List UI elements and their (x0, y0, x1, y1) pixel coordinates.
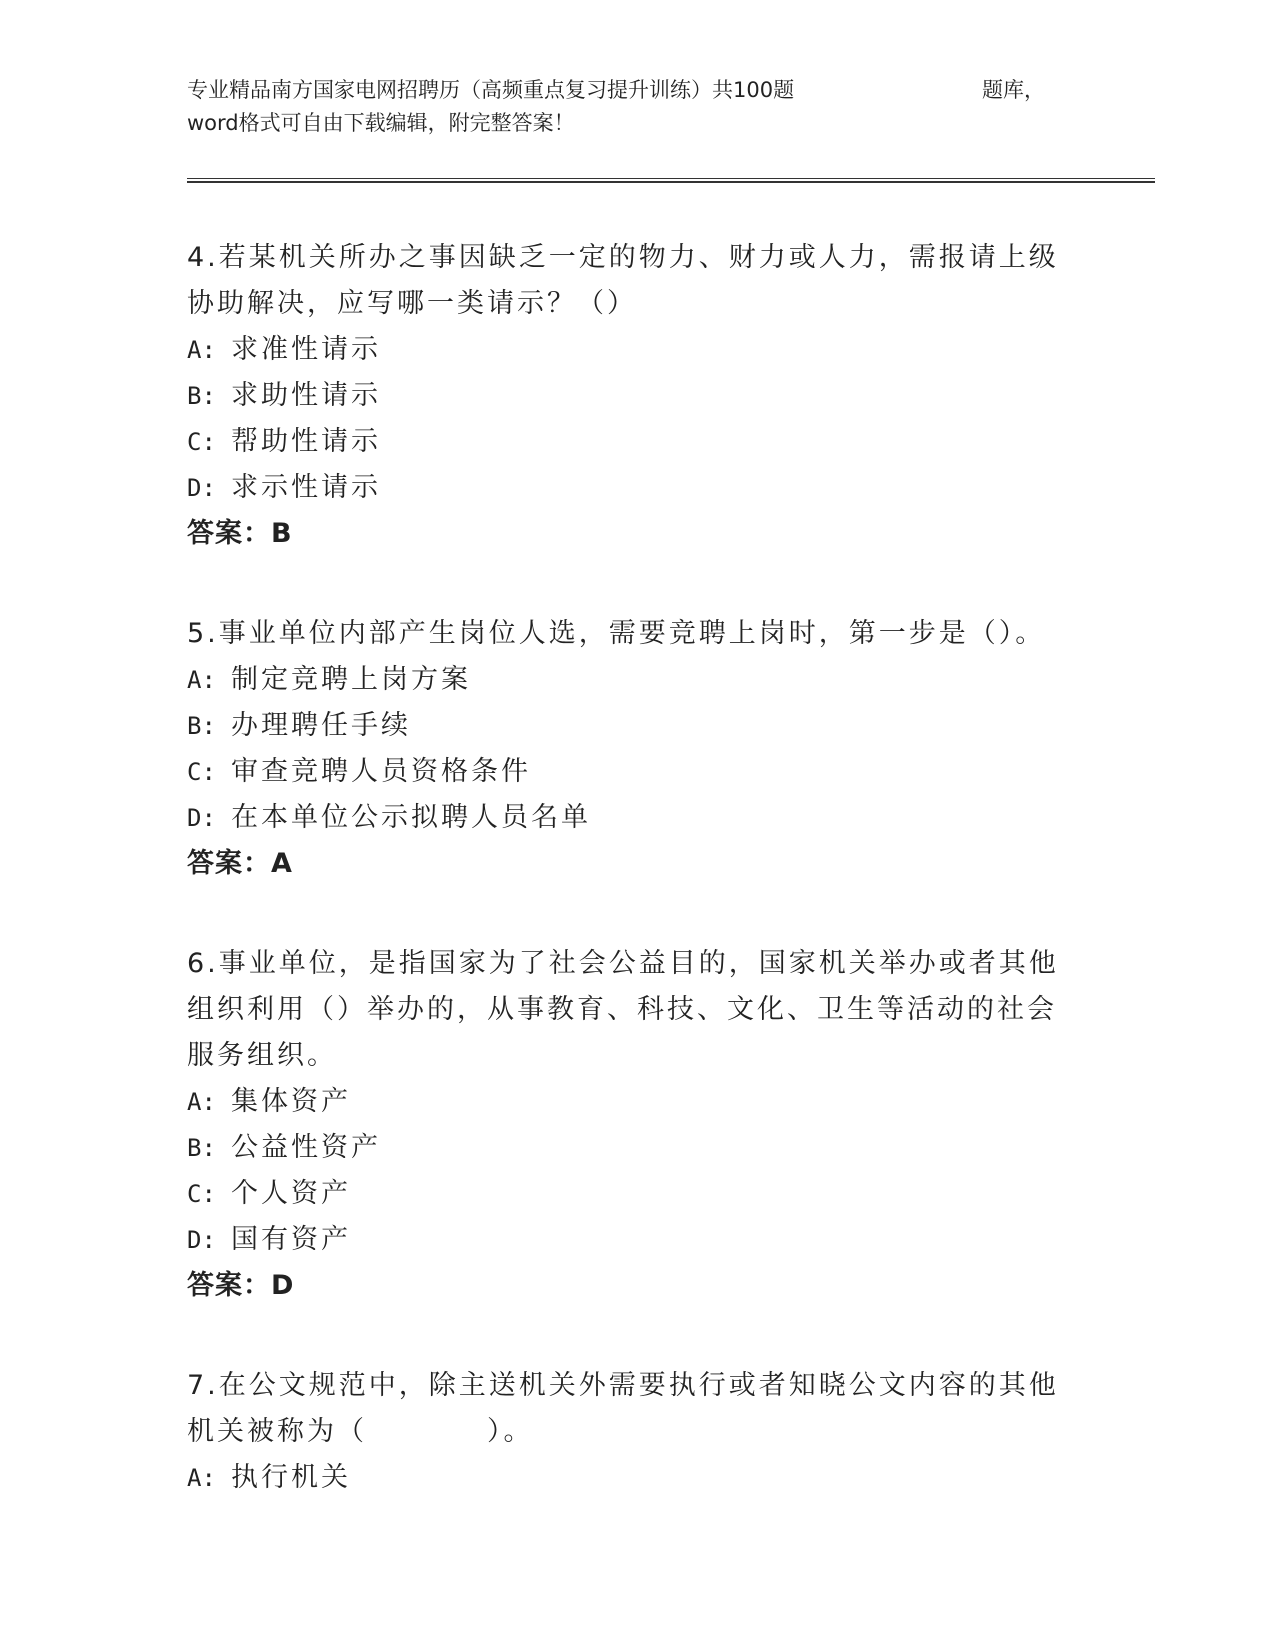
document-header (187, 74, 1067, 140)
question-7 (187, 1363, 1067, 1501)
question-stem: 5.事业单位内部产生岗位人选，需要竞聘上岗时，第一步是（）。 (187, 618, 1046, 649)
option-key: D: (187, 1226, 216, 1254)
option-b (187, 1125, 1067, 1171)
option-key: A: (187, 666, 216, 694)
option-key: B: (187, 382, 216, 410)
answer-line: 答案：D (187, 1270, 295, 1301)
question-4 (187, 235, 1067, 556)
option-key: A: (187, 1088, 216, 1116)
question-stem: 7.在公文规范中，除主送机关外需要执行或者知晓公文内容的其他机关被称为（ ）。 (187, 1370, 1059, 1447)
option-text: 求示性请示 (231, 472, 381, 503)
option-text: 在本单位公示拟聘人员名单 (231, 802, 591, 833)
option-text: 求助性请示 (231, 380, 381, 411)
option-a (187, 1079, 1067, 1125)
option-a (187, 1455, 1067, 1501)
option-key: C: (187, 428, 216, 456)
option-c (187, 419, 1067, 465)
header-title-tail: 题库， (982, 78, 1045, 102)
option-text: 公益性资产 (231, 1132, 381, 1163)
option-text: 制定竞聘上岗方案 (231, 664, 471, 695)
option-key: B: (187, 1134, 216, 1162)
answer-line: 答案：A (187, 848, 293, 879)
option-text: 执行机关 (231, 1462, 351, 1493)
option-key: C: (187, 758, 216, 786)
option-key: A: (187, 1464, 216, 1492)
question-list (187, 235, 1067, 1556)
option-text: 个人资产 (231, 1178, 351, 1209)
option-text: 求准性请示 (231, 334, 381, 365)
option-c (187, 749, 1067, 795)
option-text: 办理聘任手续 (231, 710, 411, 741)
option-d (187, 795, 1067, 841)
option-b (187, 373, 1067, 419)
header-title: 专业精品南方国家电网招聘历（高频重点复习提升训练）共100题 (187, 78, 795, 102)
option-d (187, 465, 1067, 511)
header-divider-thick (187, 181, 1155, 183)
option-text: 审查竞聘人员资格条件 (231, 756, 531, 787)
option-key: B: (187, 712, 216, 740)
option-key: A: (187, 336, 216, 364)
header-title-line (187, 74, 1067, 107)
option-key: C: (187, 1180, 216, 1208)
question-5 (187, 611, 1067, 886)
answer-line: 答案：B (187, 518, 293, 549)
question-stem: 4.若某机关所办之事因缺乏一定的物力、财力或人力，需报请上级协助解决，应写哪一类请示？（） (187, 242, 1059, 319)
option-d (187, 1217, 1067, 1263)
question-6 (187, 941, 1067, 1308)
option-key: D: (187, 474, 216, 502)
option-a (187, 327, 1067, 373)
option-b (187, 703, 1067, 749)
option-text: 国有资产 (231, 1224, 351, 1255)
option-text: 集体资产 (231, 1086, 351, 1117)
option-a (187, 657, 1067, 703)
header-divider-thin (187, 178, 1155, 179)
question-stem: 6.事业单位，是指国家为了社会公益目的，国家机关举办或者其他组织利用（）举办的，从事教育、科技、文化、卫生等活动的社会服务组织。 (187, 948, 1059, 1071)
option-text: 帮助性请示 (231, 426, 381, 457)
option-key: D: (187, 804, 216, 832)
header-subtitle: word格式可自由下载编辑，附完整答案！ (187, 111, 575, 135)
option-c (187, 1171, 1067, 1217)
